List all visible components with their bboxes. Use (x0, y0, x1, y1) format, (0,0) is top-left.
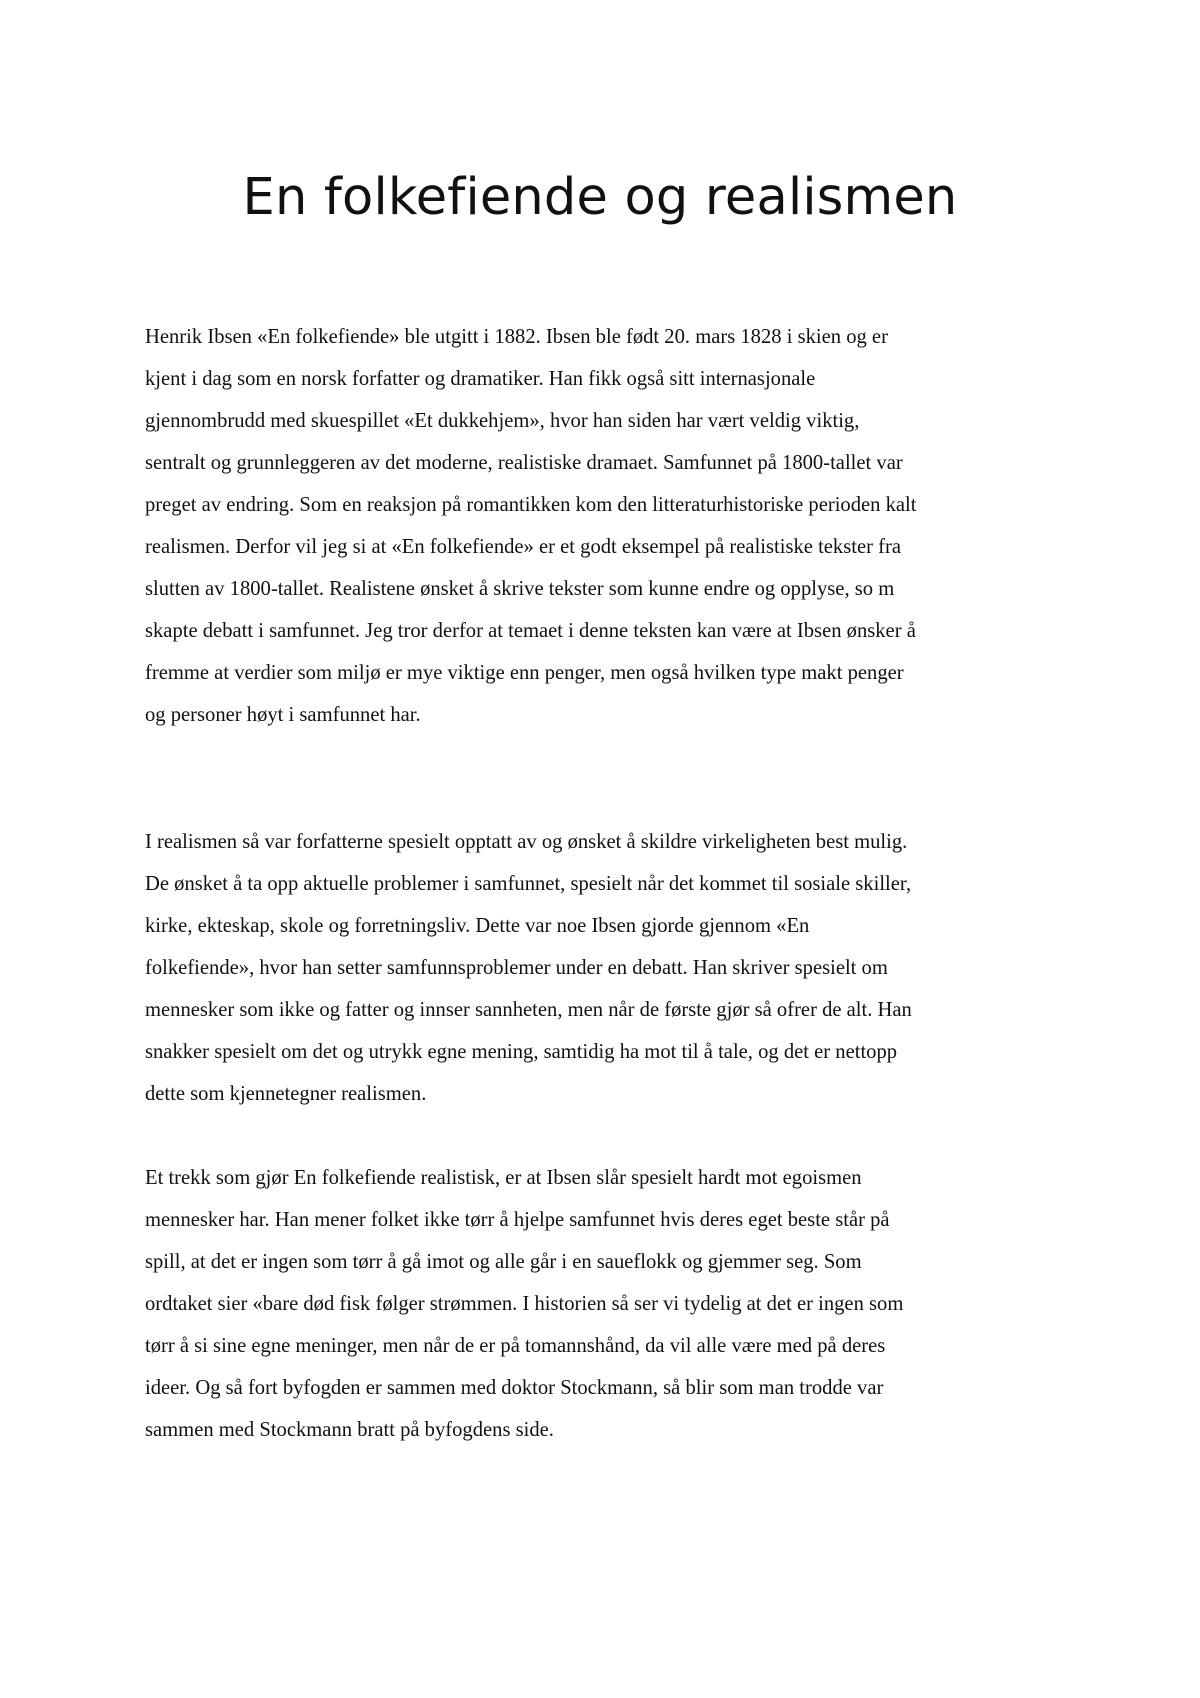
document-title: En folkefiende og realismen (242, 168, 958, 227)
paragraph-line: snakker spesielt om det og utrykk egne mening, samtidig ha mot til å tale, og det er nettopp (145, 1041, 898, 1063)
paragraph-line: mennesker har. Han mener folket ikke tørr å hjelpe samfunnet hvis deres eget beste står på (145, 1209, 890, 1231)
paragraph-line: I realismen så var forfatterne spesielt opptatt av og ønsket å skildre virkeligheten best mulig. (145, 831, 908, 853)
paragraph-line: slutten av 1800-tallet. Realistene ønsket å skrive tekster som kunne endre og opplyse, so m (145, 578, 895, 600)
paragraph-line: sentralt og grunnleggeren av det moderne, realistiske dramaet. Samfunnet på 1800-tallet var (145, 452, 903, 474)
paragraph-1 (145, 316, 1063, 736)
paragraph-3 (145, 1157, 1063, 1451)
paragraph-line: Henrik Ibsen «En folkefiende» ble utgitt i 1882. Ibsen ble født 20. mars 1828 i skien og er (145, 326, 888, 348)
paragraph-line: De ønsket å ta opp aktuelle problemer i samfunnet, spesielt når det kommet til sosiale skiller, (145, 873, 912, 895)
paragraph-line: preget av endring. Som en reaksjon på romantikken kom den litteraturhistoriske perioden kalt (145, 494, 917, 516)
paragraph-line: fremme at verdier som miljø er mye viktige enn penger, men også hvilken type makt penger (145, 662, 904, 684)
paragraph-line: Et trekk som gjør En folkefiende realistisk, er at Ibsen slår spesielt hardt mot egoismen (145, 1167, 862, 1189)
paragraph-line: ideer. Og så fort byfogden er sammen med doktor Stockmann, så blir som man trodde var (145, 1377, 884, 1399)
paragraph-line: gjennombrudd med skuespillet «Et dukkehjem», hvor han siden har vært veldig viktig, (145, 410, 860, 432)
paragraph-2 (145, 821, 1063, 1115)
paragraph-line: folkefiende», hvor han setter samfunnsproblemer under en debatt. Han skriver spesielt om (145, 957, 888, 979)
paragraph-line: og personer høyt i samfunnet har. (145, 704, 421, 726)
paragraph-line: skapte debatt i samfunnet. Jeg tror derfor at temaet i denne teksten kan være at Ibsen ønsker å (145, 620, 916, 642)
paragraph-line: dette som kjennetegner realismen. (145, 1083, 427, 1105)
paragraph-line: realismen. Derfor vil jeg si at «En folkefiende» er et godt eksempel på realistiske tekster fra (145, 536, 901, 558)
paragraph-line: spill, at det er ingen som tørr å gå imot og alle går i en saueflokk og gjemmer seg. Som (145, 1251, 862, 1273)
paragraph-line: mennesker som ikke og fatter og innser sannheten, men når de første gjør så ofrer de alt. Han (145, 999, 912, 1021)
paragraph-line: ordtaket sier «bare død fisk følger strømmen. I historien så ser vi tydelig at det er ingen som (145, 1293, 904, 1315)
paragraph-line: kjent i dag som en norsk forfatter og dramatiker. Han fikk også sitt internasjonale (145, 368, 816, 390)
paragraph-line: tørr å si sine egne meninger, men når de er på tomannshånd, da vil alle være med på deres (145, 1335, 886, 1357)
paragraph-line: kirke, ekteskap, skole og forretningsliv. Dette var noe Ibsen gjorde gjennom «En (145, 915, 810, 937)
paragraph-line: sammen med Stockmann bratt på byfogdens side. (145, 1419, 554, 1441)
